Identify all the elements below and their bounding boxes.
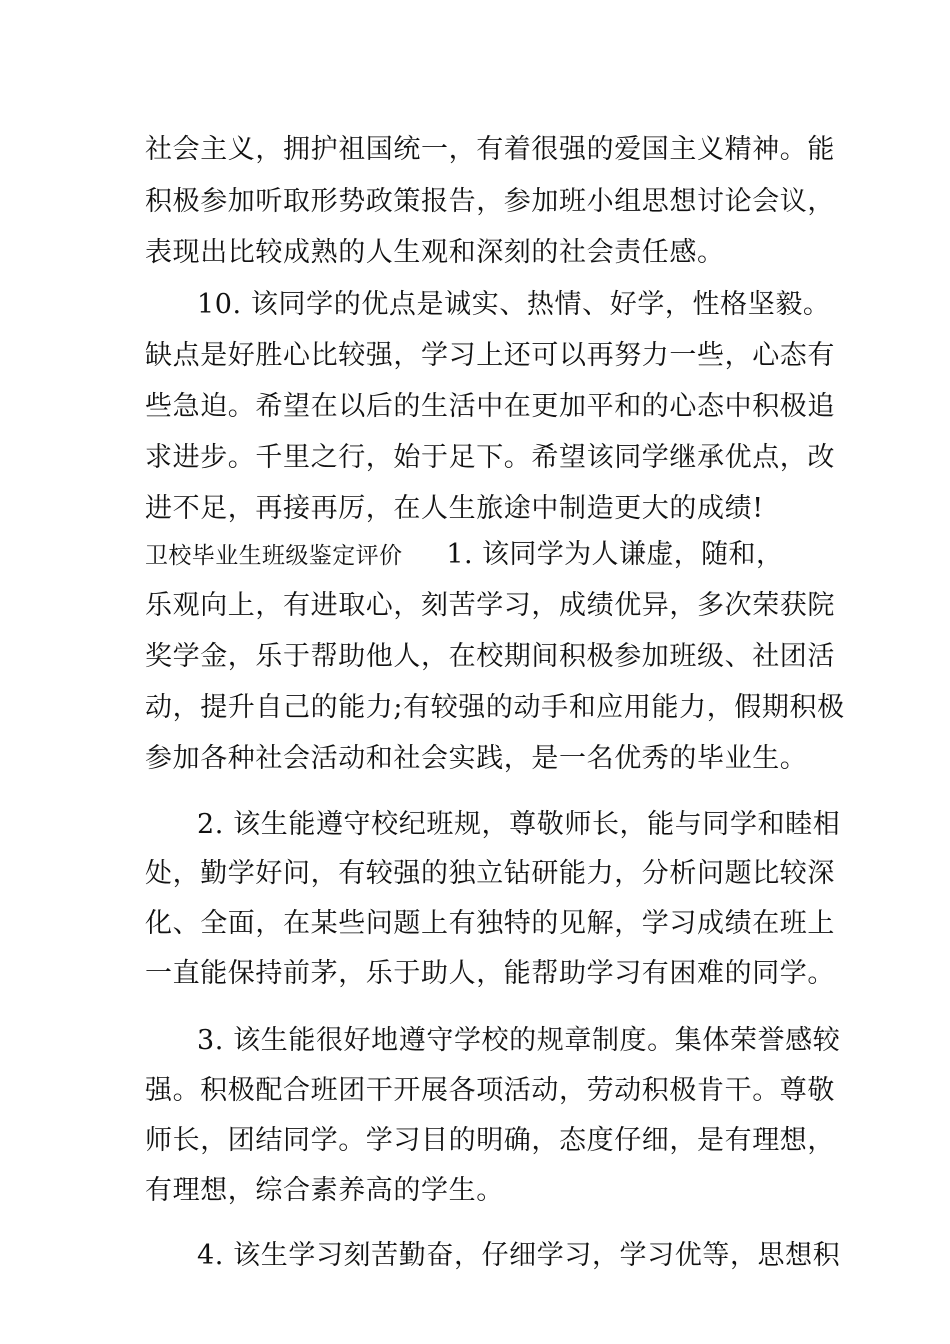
text-line: 社会主义，拥护祖国统一，有着很强的爱国主义精神。能	[145, 134, 835, 165]
text-line: 师长，团结同学。学习目的明确，态度仔细，是有理想，	[145, 1125, 835, 1156]
text-line: 缺点是好胜心比较强，学习上还可以再努力一些，心态有	[145, 340, 835, 371]
text-line: 参加各种社会活动和社会实践，是一名优秀的毕业生。	[145, 743, 808, 774]
text-line: 动，提升自己的能力;有较强的动手和应用能力，假期积极	[145, 692, 845, 723]
text-line: 表现出比较成熟的人生观和深刻的社会责任感。	[145, 237, 725, 268]
paragraph-2-start: 2. 该生能遵守校纪班规，尊敬师长，能与同学和睦相	[197, 809, 841, 840]
paragraph-4-start: 4. 该生学习刻苦勤奋，仔细学习，学习优等，思想积	[197, 1240, 841, 1271]
text-line: 化、全面，在某些问题上有独特的见解，学习成绩在班上	[145, 908, 835, 939]
section-title: 卫校毕业生班级鉴定评价	[145, 543, 403, 569]
paragraph-3-start: 3. 该生能很好地遵守学校的规章制度。集体荣誉感较	[197, 1025, 841, 1056]
text-line: 乐观向上，有进取心，刻苦学习，成绩优异，多次荣获院	[145, 590, 835, 621]
paragraph-1-start: 1. 该同学为人谦虚，随和，	[446, 539, 784, 570]
text-line: 些急迫。希望在以后的生活中在更加平和的心态中积极追	[145, 391, 835, 422]
text-line: 进不足，再接再厉，在人生旅途中制造更大的成绩!	[145, 493, 764, 524]
section-heading-line	[145, 538, 815, 573]
text-line: 一直能保持前茅，乐于助人，能帮助学习有困难的同学。	[145, 958, 835, 989]
text-line: 有理想，综合素养高的学生。	[145, 1175, 504, 1206]
text-line: 强。积极配合班团干开展各项活动，劳动积极肯干。尊敬	[145, 1075, 835, 1106]
text-line: 求进步。千里之行，始于足下。希望该同学继承优点，改	[145, 442, 835, 473]
text-line: 处，勤学好问，有较强的独立钻研能力，分析问题比较深	[145, 858, 835, 889]
text-line: 奖学金，乐于帮助他人，在校期间积极参加班级、社团活	[145, 641, 835, 672]
paragraph-10-start: 10. 该同学的优点是诚实、热情、好学，性格坚毅。	[197, 289, 831, 320]
text-line: 积极参加听取形势政策报告，参加班小组思想讨论会议，	[145, 186, 835, 217]
